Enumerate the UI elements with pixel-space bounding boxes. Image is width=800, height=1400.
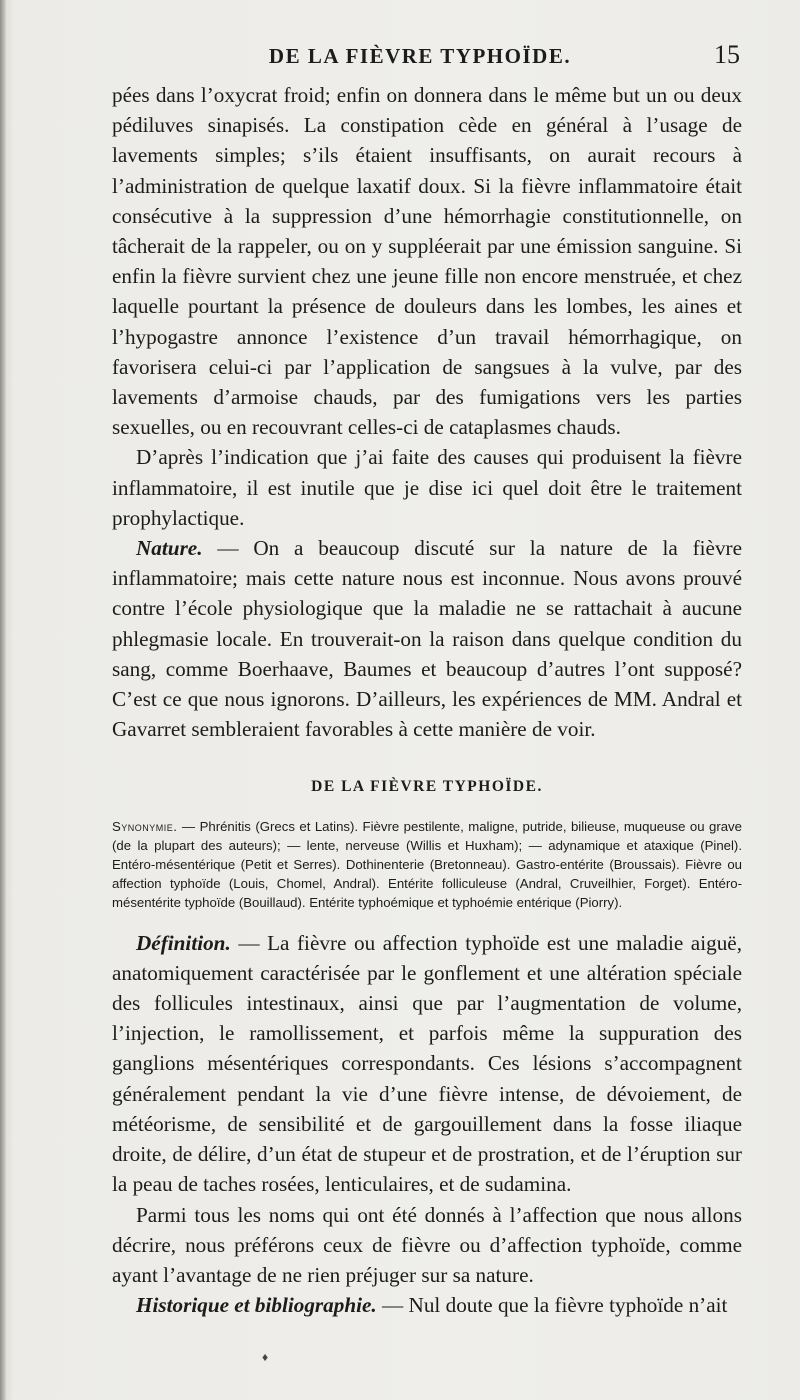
historique-term: Historique et bibliographie. <box>136 1293 377 1318</box>
synonymie-note <box>112 817 742 912</box>
synonymie-label: Synonymie. <box>112 818 178 834</box>
definition-text: — La fièvre ou affection typhoïde est une maladie aiguë, anatomiquement caractérisée par le gonflement et une altération spéciale des follicules intestinaux, ainsi que par l’augmentation de volume, l’injection, le ramollissement, et parfois même la suppuration des ganglions mésentériques correspondants. Ces lésions s’accompagnent généralement pendant la vie d’une fièvre intense, de dévoiement, de météorisme, de sensibilité et de gargouillement dans la fosse iliaque droite, de délire, d’un état de stupeur et de prostration, et de l’éruption sur la peau de taches rosées, lenticulaires, et de sudamina. <box>112 930 742 1197</box>
page-header <box>100 36 740 76</box>
page-binding-edge <box>0 0 6 1400</box>
paragraph-names: Parmi tous les noms qui ont été donnés à l’affection que nous allons décrire, nous préférons ceux de fièvre ou d’affection typhoïde, comme ayant l’avantage de ne rien préjuger sur sa nature. <box>112 1202 742 1287</box>
definition-term: Définition. <box>136 930 231 955</box>
page-number: 15 <box>714 40 740 69</box>
body-text <box>112 80 742 1320</box>
paragraph-prophylaxis: D’après l’indication que j’ai faite des causes qui produisent la fièvre inflammatoire, il est inutile que je dise ici quel doit être le traitement prophylactique. <box>112 445 742 530</box>
synonymie-text: — Phrénitis (Grecs et Latins). Fièvre pestilente, maligne, putride, bilieuse, muqueuse ou grave (de la plupart des auteurs); — lente, nerveuse (Willis et Huxham); — adynamique et ataxique (Pinel). Entéro-mésentérique (Petit et Serres). Dothinenterie (Bretonneau). Gastro-entérite (Broussais). Fièvre ou affection typhoïde (Louis, Chomel, Andral). Entérite folliculeuse (Andral, Cruveilhier, Forget). Entéro-mésentérite typhoïde (Bouillaud). Entérite typhoémique et typhoémie entérique (Piorry). <box>112 818 742 910</box>
historique-text: — Nul doute que la fièvre typhoïde n’ait <box>376 1293 728 1318</box>
paragraph-historique <box>112 1290 742 1320</box>
paragraph-nature <box>112 533 742 744</box>
nature-term: Nature. <box>136 536 203 561</box>
printer-mark-icon: ♦ <box>262 1350 269 1364</box>
running-title: DE LA FIÈVRE TYPHOÏDE. <box>268 44 572 68</box>
paragraph-treatment: pées dans l’oxycrat froid; enfin on donnera dans le même but un ou deux pédiluves sinapisés. La constipation cède en général à l’usage de lavements simples; s’ils étaient insuffisants, on aurait recours à l’administration de quelque laxatif doux. Si la fièvre inflammatoire était consécutive à la suppression d’une hémorrhagie constitutionnelle, on tâcherait de la rappeler, ou on y suppléerait par une émission sanguine. Si enfin la fièvre survient chez une jeune fille non encore menstruée, et chez laquelle pourtant la présence de douleurs dans les lombes, les aines et l’hypogastre annonce l’existence d’un travail hémorrhagique, on favorisera celui-ci par l’application de sangsues à la vulve, par des lavements d’armoise chauds, par des fumigations vers les parties sexuelles, ou en recouvrant celles-ci de cataplasmes chauds. <box>112 83 742 440</box>
section-heading: DE LA FIÈVRE TYPHOÏDE. <box>311 778 543 796</box>
nature-text: — On a beaucoup discuté sur la nature de la fièvre inflammatoire; mais cette nature nous est inconnue. Nous avons prouvé contre l’école physiologique que la maladie ne se rattachait à aucune phlegmasie locale. En trouverait-on la raison dans quelque condition du sang, comme Boerhaave, Baumes et beaucoup d’autres l’ont supposé? C’est ce que nous ignorons. D’ailleurs, les expériences de MM. Andral et Gavarret sembleraient favorables à cette manière de voir. <box>112 536 742 742</box>
paragraph-definition <box>112 928 742 1200</box>
